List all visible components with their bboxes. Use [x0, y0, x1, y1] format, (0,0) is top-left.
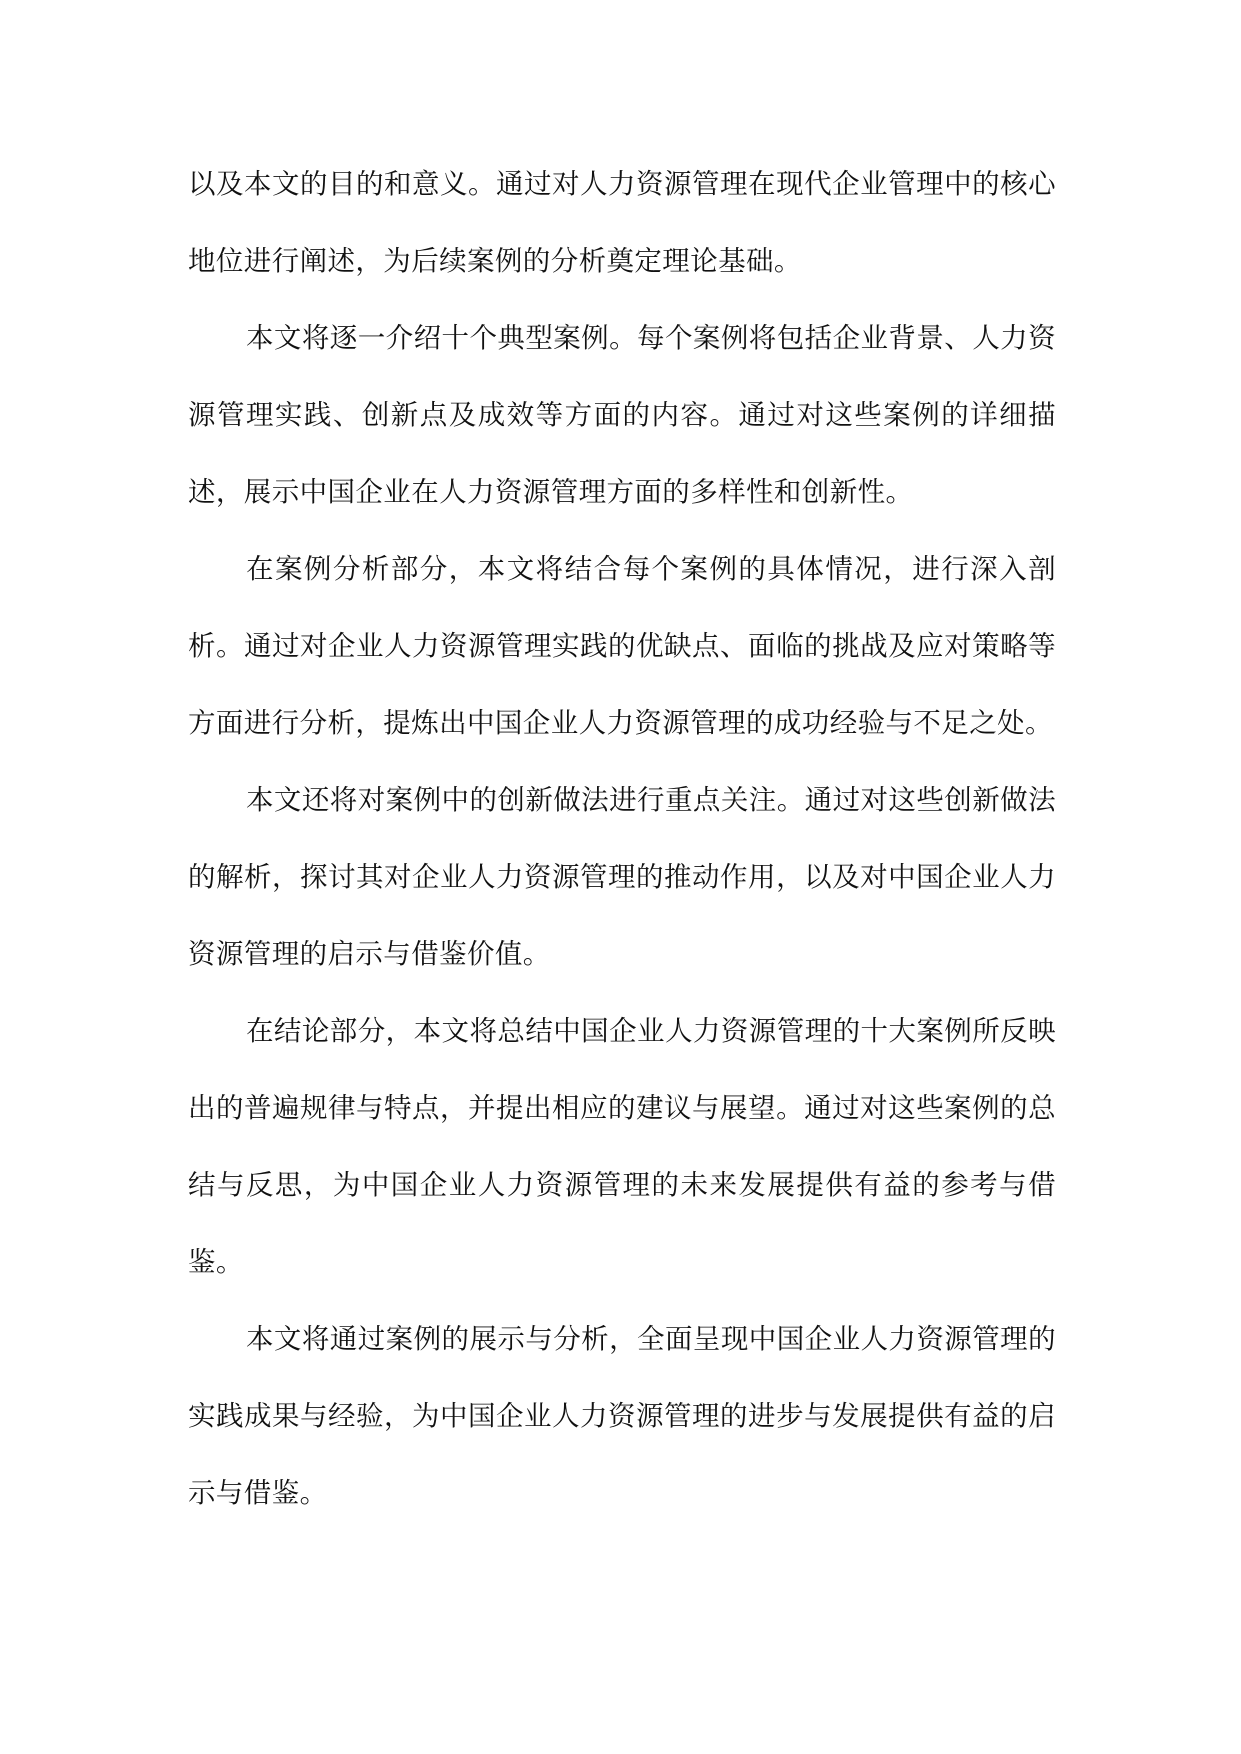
paragraph: 在案例分析部分，本文将结合每个案例的具体情况，进行深入剖析。通过对企业人力资源管理实践的优缺点、面临的挑战及应对策略等方面进行分析，提炼出中国企业人力资源管理的成功经验与不足之处。	[188, 553, 1056, 739]
paragraph: 本文将逐一介绍十个典型案例。每个案例将包括企业背景、人力资源管理实践、创新点及成效等方面的内容。通过对这些案例的详细描述，展示中国企业在人力资源管理方面的多样性和创新性。	[188, 322, 1056, 508]
paragraph-continuation: 以及本文的目的和意义。通过对人力资源管理在现代企业管理中的核心地位进行阐述，为后续案例的分析奠定理论基础。	[188, 168, 1056, 277]
paragraph: 本文将通过案例的展示与分析，全面呈现中国企业人力资源管理的实践成果与经验，为中国企业人力资源管理的进步与发展提供有益的启示与借鉴。	[188, 1323, 1056, 1509]
document-body	[188, 146, 1056, 1532]
paragraph: 本文还将对案例中的创新做法进行重点关注。通过对这些创新做法的解析，探讨其对企业人力资源管理的推动作用，以及对中国企业人力资源管理的启示与借鉴价值。	[188, 784, 1056, 970]
paragraph: 在结论部分，本文将总结中国企业人力资源管理的十大案例所反映出的普遍规律与特点，并提出相应的建议与展望。通过对这些案例的总结与反思，为中国企业人力资源管理的未来发展提供有益的参考与借鉴。	[188, 1015, 1056, 1278]
